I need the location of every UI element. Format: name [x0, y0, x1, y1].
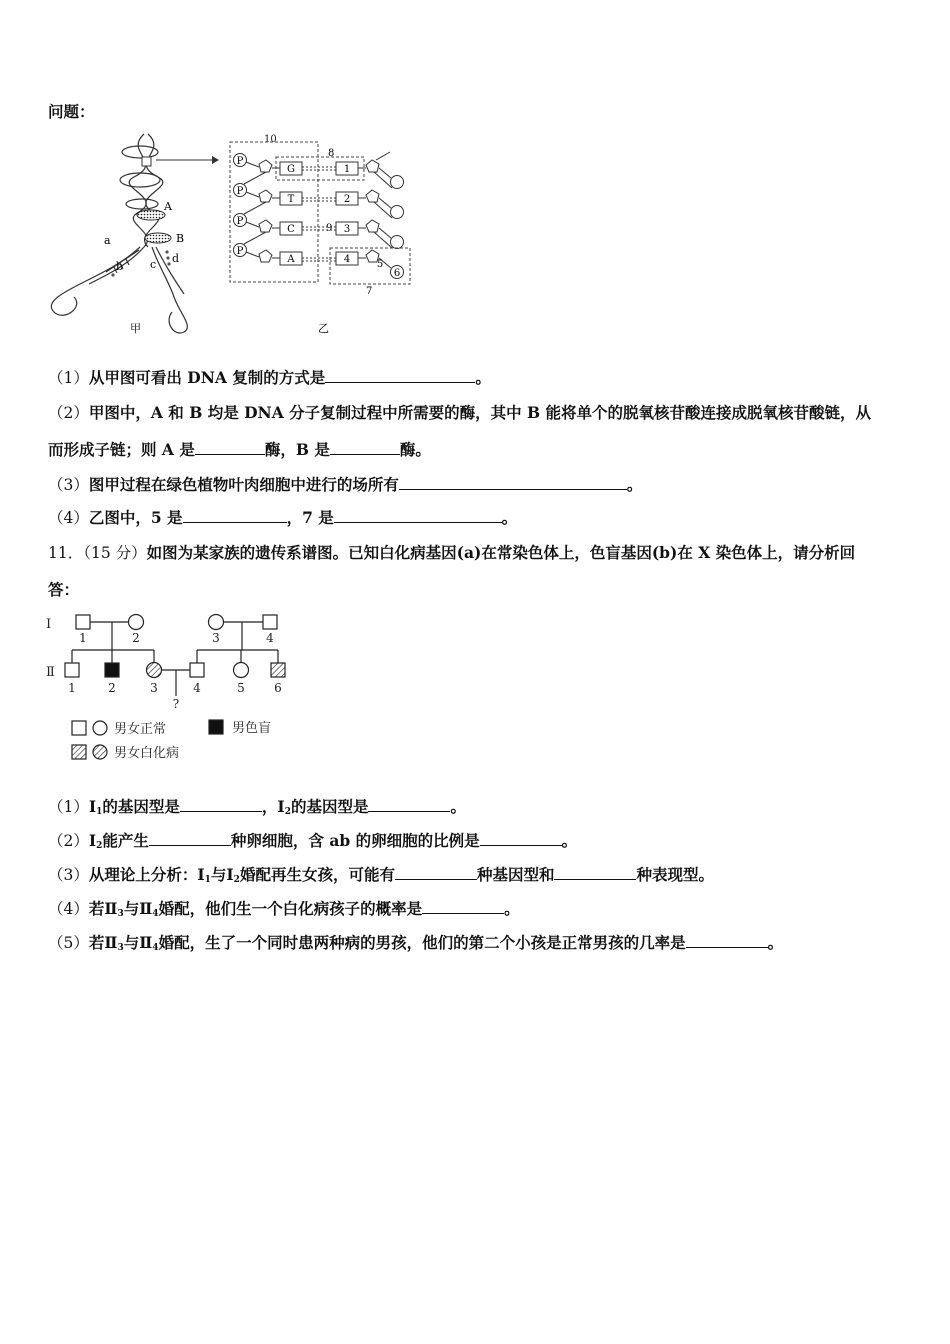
base-c: C: [287, 224, 295, 235]
q11-blank-2a[interactable]: [149, 831, 231, 846]
num-7: 7: [366, 286, 373, 297]
q11-part5: （5）若$Ⅱ_3$与$Ⅱ_4$婚配，生了一个同时患两种病的男孩，他们的第二个小孩是正常男孩的几率是 。: [48, 933, 784, 953]
enzyme-b-label: B: [176, 232, 185, 245]
q11-blank-3b[interactable]: [554, 865, 636, 880]
num-8: 8: [328, 148, 335, 159]
q11-stem-cont: 答：: [48, 580, 80, 599]
q11-blank-1b[interactable]: [368, 797, 450, 812]
gen2-id-5: 5: [237, 681, 245, 695]
enzyme-a-label: A: [164, 200, 172, 213]
gen2-id-4: 4: [193, 681, 201, 695]
num-2: 2: [343, 194, 351, 205]
enzyme-a: [137, 210, 165, 220]
label-jia: 甲: [130, 322, 141, 335]
q10-part2: （2）甲图中，A 和 B 均是 DNA 分子复制过程中所需要的酶，其中 B 能将单个的脱氧核苷酸连接成脱氧核苷酸链，从: [48, 403, 872, 422]
q11-part1: $(1)Ⅰ_1$的基因型是 ，$Ⅰ_2$的基因型是 。: [48, 797, 466, 817]
q11-stem: 11．（15 分）如图为某家族的遗传系谱图。已知白化病基因(a)在常染色体上，色盲基因(b)在 X 染色体上，请分析回: [48, 543, 856, 562]
gen2-id-1: 1: [68, 681, 76, 695]
gen2-id-3: 3: [150, 681, 158, 695]
gen1-id-4: 4: [266, 631, 274, 645]
q11-blank-3a[interactable]: [395, 865, 477, 880]
q10-part4: （4）乙图中，5 是 ，7 是 。: [48, 508, 518, 527]
q10-part3: （3）图甲过程在绿色植物叶肉细胞中进行的场所有 。: [48, 475, 643, 494]
q10-blank-2a[interactable]: [195, 440, 265, 455]
phosphate-3: P: [236, 216, 244, 227]
gen1-id-3: 3: [212, 631, 220, 645]
base-g: G: [287, 164, 295, 175]
q10-part1: （1）从甲图可看出 DNA 复制的方式是 。: [48, 368, 491, 387]
enzyme-b: [145, 233, 171, 243]
num-4: 4: [343, 254, 351, 265]
gen-2-label: Ⅱ: [46, 665, 55, 680]
legend-normal: 男女正常: [114, 722, 167, 737]
pedigree-chart: [44, 608, 294, 764]
q10-blank-4b[interactable]: [334, 508, 502, 523]
q11-blank-4[interactable]: [422, 899, 504, 914]
strand-c-label: c: [150, 258, 157, 271]
q10-blank-4a[interactable]: [183, 508, 287, 523]
num-5: 5: [376, 259, 384, 270]
q11-part4: （4）若$Ⅱ_3$与$Ⅱ_4$婚配，他们生一个白化病孩子的概率是 。: [48, 899, 520, 919]
q10-blank-1[interactable]: [325, 368, 475, 383]
num-6: 6: [393, 268, 401, 279]
phosphate-4: P: [236, 246, 244, 257]
gen1-id-1: 1: [79, 631, 87, 645]
base-a: A: [287, 254, 295, 265]
strand-d-label: d: [172, 252, 180, 265]
q11-blank-2b[interactable]: [480, 831, 562, 846]
gen2-id-2: 2: [108, 681, 116, 695]
dna-replication-figure: [44, 132, 424, 342]
legend-albino: 男女白化病: [114, 746, 180, 761]
q11-part3: （3）从理论上分析：$Ⅰ_1$与$Ⅰ_2$婚配再生女孩，可能有 种基因型和 种表现型。: [48, 865, 714, 885]
legend-colorblind: 男色盲: [232, 721, 272, 736]
gen-1-label: Ⅰ: [46, 617, 52, 632]
q11-blank-1a[interactable]: [180, 797, 262, 812]
q10-blank-2b[interactable]: [330, 440, 400, 455]
strand-a-label: a: [104, 234, 111, 247]
phosphate-1: P: [236, 156, 244, 167]
q10-part2-cont: 而形成子链；则 A 是 酶，B 是 酶。: [48, 440, 431, 459]
q11-blank-5[interactable]: [686, 933, 768, 948]
num-1: 1: [343, 164, 351, 175]
num-3: 3: [343, 224, 351, 235]
q11-part2: $(2)Ⅰ_2$能产生 种卵细胞，含 ab 的卵细胞的比例是 。: [48, 831, 578, 851]
strand-b-label: b: [116, 260, 124, 273]
phosphate-2: P: [236, 186, 244, 197]
gen2-id-6: 6: [274, 681, 282, 695]
intro-text: 问题：: [48, 102, 95, 121]
q10-blank-3[interactable]: [399, 475, 627, 490]
num-9: 9: [326, 223, 333, 234]
gen1-id-2: 2: [132, 631, 140, 645]
label-yi: 乙: [318, 322, 329, 335]
num-10: 10: [264, 134, 277, 145]
helix-jia: [51, 134, 187, 333]
unknown-child: ?: [172, 697, 180, 711]
base-t: T: [287, 194, 295, 205]
